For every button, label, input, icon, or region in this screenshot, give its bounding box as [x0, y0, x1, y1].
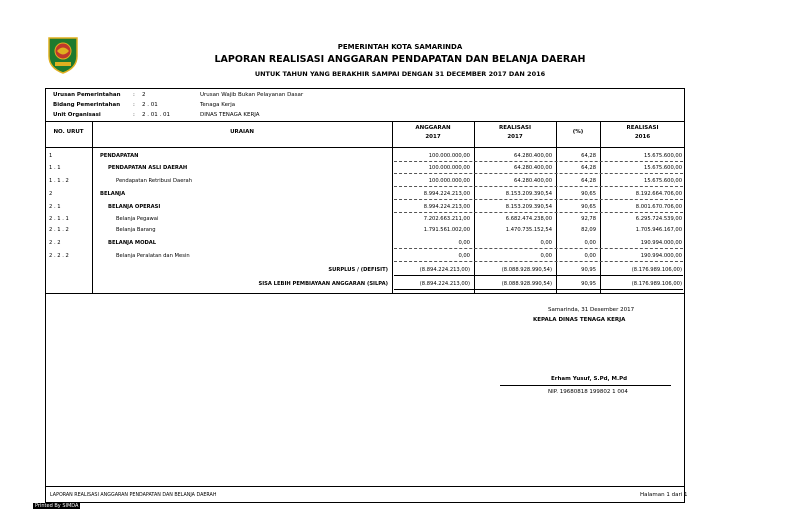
surplus-pct: 90,95: [581, 267, 596, 273]
row-realisasi: 1.470.735.152,54: [505, 227, 552, 233]
row-underline: [394, 261, 683, 262]
row-prev: 8.001.670.706,00: [635, 204, 682, 210]
surplus-realisasi: (8.088.928.990,54): [501, 267, 552, 273]
row-anggaran: 8.994.224.213,00: [423, 204, 470, 210]
row-pct: 90,65: [581, 191, 596, 197]
meta-code: 2: [142, 92, 146, 98]
row-realisasi: 6.682.474.238,00: [505, 216, 552, 222]
row-uraian: BELANJA: [100, 191, 126, 197]
meta-label: Urusan Pemerintahan: [53, 92, 121, 98]
row-no: 1: [49, 153, 53, 159]
silpa-underline: [394, 289, 683, 290]
col-line: [392, 121, 393, 293]
row-underline: [394, 212, 683, 213]
row-anggaran: 0,00: [458, 240, 470, 246]
city-logo: [46, 34, 80, 74]
row-uraian: Pendapatan Retribusi Daerah: [116, 178, 193, 184]
row-anggaran: 100.000.000,00: [428, 153, 470, 159]
meta-desc: DINAS TENAGA KERJA: [200, 112, 260, 118]
row-prev: 15.675.600,00: [644, 178, 682, 184]
col-header-anggaran: ANGGARAN: [415, 125, 451, 131]
row-prev: 15.675.600,00: [644, 153, 682, 159]
row-uraian: Belanja Barang: [116, 227, 156, 233]
row-prev: 190.994.000,00: [640, 240, 682, 246]
row-realisasi: 8.153.209.390,54: [505, 204, 552, 210]
meta-sep: :: [133, 102, 135, 108]
row-realisasi: 8.153.209.390,54: [505, 191, 552, 197]
silpa-label: SISA LEBIH PEMBIAYAAN ANGGARAN (SILPA): [258, 281, 388, 287]
col-line: [556, 121, 557, 293]
row-prev: 8.192.664.706,00: [635, 191, 682, 197]
row-no: 2 . 2: [49, 240, 61, 246]
meta-sep: :: [133, 112, 135, 118]
surplus-underline: [394, 275, 683, 276]
row-pct: 64,28: [581, 165, 596, 171]
header-period: UNTUK TAHUN YANG BERAKHIR SAMPAI DENGAN 31 DECEMBER 2017 DAN 2016: [254, 70, 546, 78]
meta-sep: :: [133, 92, 135, 98]
row-realisasi: 0,00: [540, 253, 552, 259]
meta-code: 2 . 01: [142, 102, 158, 108]
row-underline: [394, 248, 683, 249]
col-header-uraian: URAIAN: [230, 129, 254, 135]
signature-title: KEPALA DINAS TENAGA KERJA: [533, 317, 626, 323]
row-underline: [394, 199, 683, 200]
table-bottom: [45, 293, 685, 294]
row-underline: [394, 186, 683, 187]
report-frame: [45, 88, 685, 503]
row-pct: 0,00: [584, 240, 596, 246]
row-pct: 64,28: [581, 178, 596, 184]
footer-divider: [45, 486, 685, 487]
row-pct: 64,28: [581, 153, 596, 159]
row-pct: 82,09: [581, 227, 596, 233]
meta-divider: [45, 121, 685, 122]
row-anggaran: 1.791.561.002,00: [423, 227, 470, 233]
meta-code: 2 . 01 . 01: [142, 112, 170, 118]
row-realisasi: 64.280.400,00: [514, 178, 552, 184]
row-pct: 0,00: [584, 253, 596, 259]
silpa-pct: 90,95: [581, 281, 596, 287]
row-uraian: BELANJA OPERASI: [108, 204, 161, 210]
header-government: PEMERINTAH KOTA SAMARINDA: [337, 43, 463, 51]
row-no: 2 . 1 . 2: [49, 227, 69, 233]
row-no: 2: [49, 191, 53, 197]
silpa-anggaran: (8.894.224.213,00): [419, 281, 470, 287]
col-line: [474, 121, 475, 293]
row-no: 2 . 2 . 2: [49, 253, 69, 259]
col-line: [600, 121, 601, 293]
col-header-no: NO. URUT: [53, 129, 84, 135]
signature-place-date: Samarinda, 31 Desember 2017: [548, 307, 635, 313]
meta-label: Unit Organisasi: [53, 112, 101, 118]
header-report-title: LAPORAN REALISASI ANGGARAN PENDAPATAN DAN BELANJA DAERAH: [214, 54, 586, 65]
row-uraian: Belanja Pegawai: [116, 216, 159, 222]
col-header-realisasi: REALISASI: [498, 125, 532, 131]
signature-line: [500, 385, 671, 386]
footer-report-name: LAPORAN REALISASI ANGGARAN PENDAPATAN DAN BELANJA DAERAH: [50, 493, 217, 498]
col-header-anggaran-year: 2017: [425, 134, 441, 140]
row-realisasi: 0,00: [540, 240, 552, 246]
row-pct: 92,78: [581, 216, 596, 222]
row-underline: [394, 173, 683, 174]
row-prev: 1.705.946.167,00: [635, 227, 682, 233]
row-anggaran: 100.000.000,00: [428, 178, 470, 184]
silpa-realisasi: (8.088.928.990,54): [501, 281, 552, 287]
row-no: 1 . 1: [49, 165, 61, 171]
col-header-realisasi-year: 2017: [507, 134, 523, 140]
row-prev: 190.994.000,00: [640, 253, 682, 259]
row-realisasi: 64.280.400,00: [514, 165, 552, 171]
silpa-prev: (8.176.989.106,00): [631, 281, 682, 287]
meta-desc: Tenaga Kerja: [200, 102, 236, 108]
footer-page-number: Halaman 1 dari 1: [640, 492, 688, 498]
surplus-label: SURPLUS / (DEFISIT): [328, 267, 388, 273]
row-uraian: PENDAPATAN ASLI DAERAH: [108, 165, 188, 171]
row-no: 2 . 1 . 1: [49, 216, 69, 222]
col-header-pct: (%): [572, 129, 584, 135]
row-prev: 6.295.724.539,00: [635, 216, 682, 222]
row-prev: 15.675.600,00: [644, 165, 682, 171]
row-no: 2 . 1: [49, 204, 61, 210]
surplus-prev: (8.176.989.106,00): [631, 267, 682, 273]
row-anggaran: 0,00: [458, 253, 470, 259]
row-uraian: Belanja Peralatan dan Mesin: [116, 253, 190, 259]
row-anggaran: 100.000.000,00: [428, 165, 470, 171]
meta-label: Bidang Pemerintahan: [53, 102, 121, 108]
row-uraian: PENDAPATAN: [100, 153, 139, 159]
col-header-realisasi-prev-year: 2016: [634, 134, 651, 140]
row-pct: 90,65: [581, 204, 596, 210]
col-line: [92, 121, 93, 293]
row-underline: [394, 161, 683, 162]
row-uraian: BELANJA MODAL: [108, 240, 157, 246]
meta-desc: Urusan Wajib Bukan Pelayanan Dasar: [200, 92, 304, 98]
signature-nip: NIP. 19680818 199802 1 004: [548, 389, 628, 395]
printed-by-tag: Printed By SIMDA: [35, 503, 79, 509]
row-realisasi: 64.280.400,00: [514, 153, 552, 159]
signature-name: Erham Yusuf, S.Pd, M.Pd: [551, 376, 628, 382]
surplus-anggaran: (8.894.224.213,00): [419, 267, 470, 273]
header-divider: [45, 147, 685, 148]
row-anggaran: 7.202.663.211,00: [423, 216, 470, 222]
row-anggaran: 8.994.224.213,00: [423, 191, 470, 197]
row-no: 1 . 1 . 2: [49, 178, 69, 184]
col-header-realisasi-prev: REALISASI: [626, 125, 659, 131]
